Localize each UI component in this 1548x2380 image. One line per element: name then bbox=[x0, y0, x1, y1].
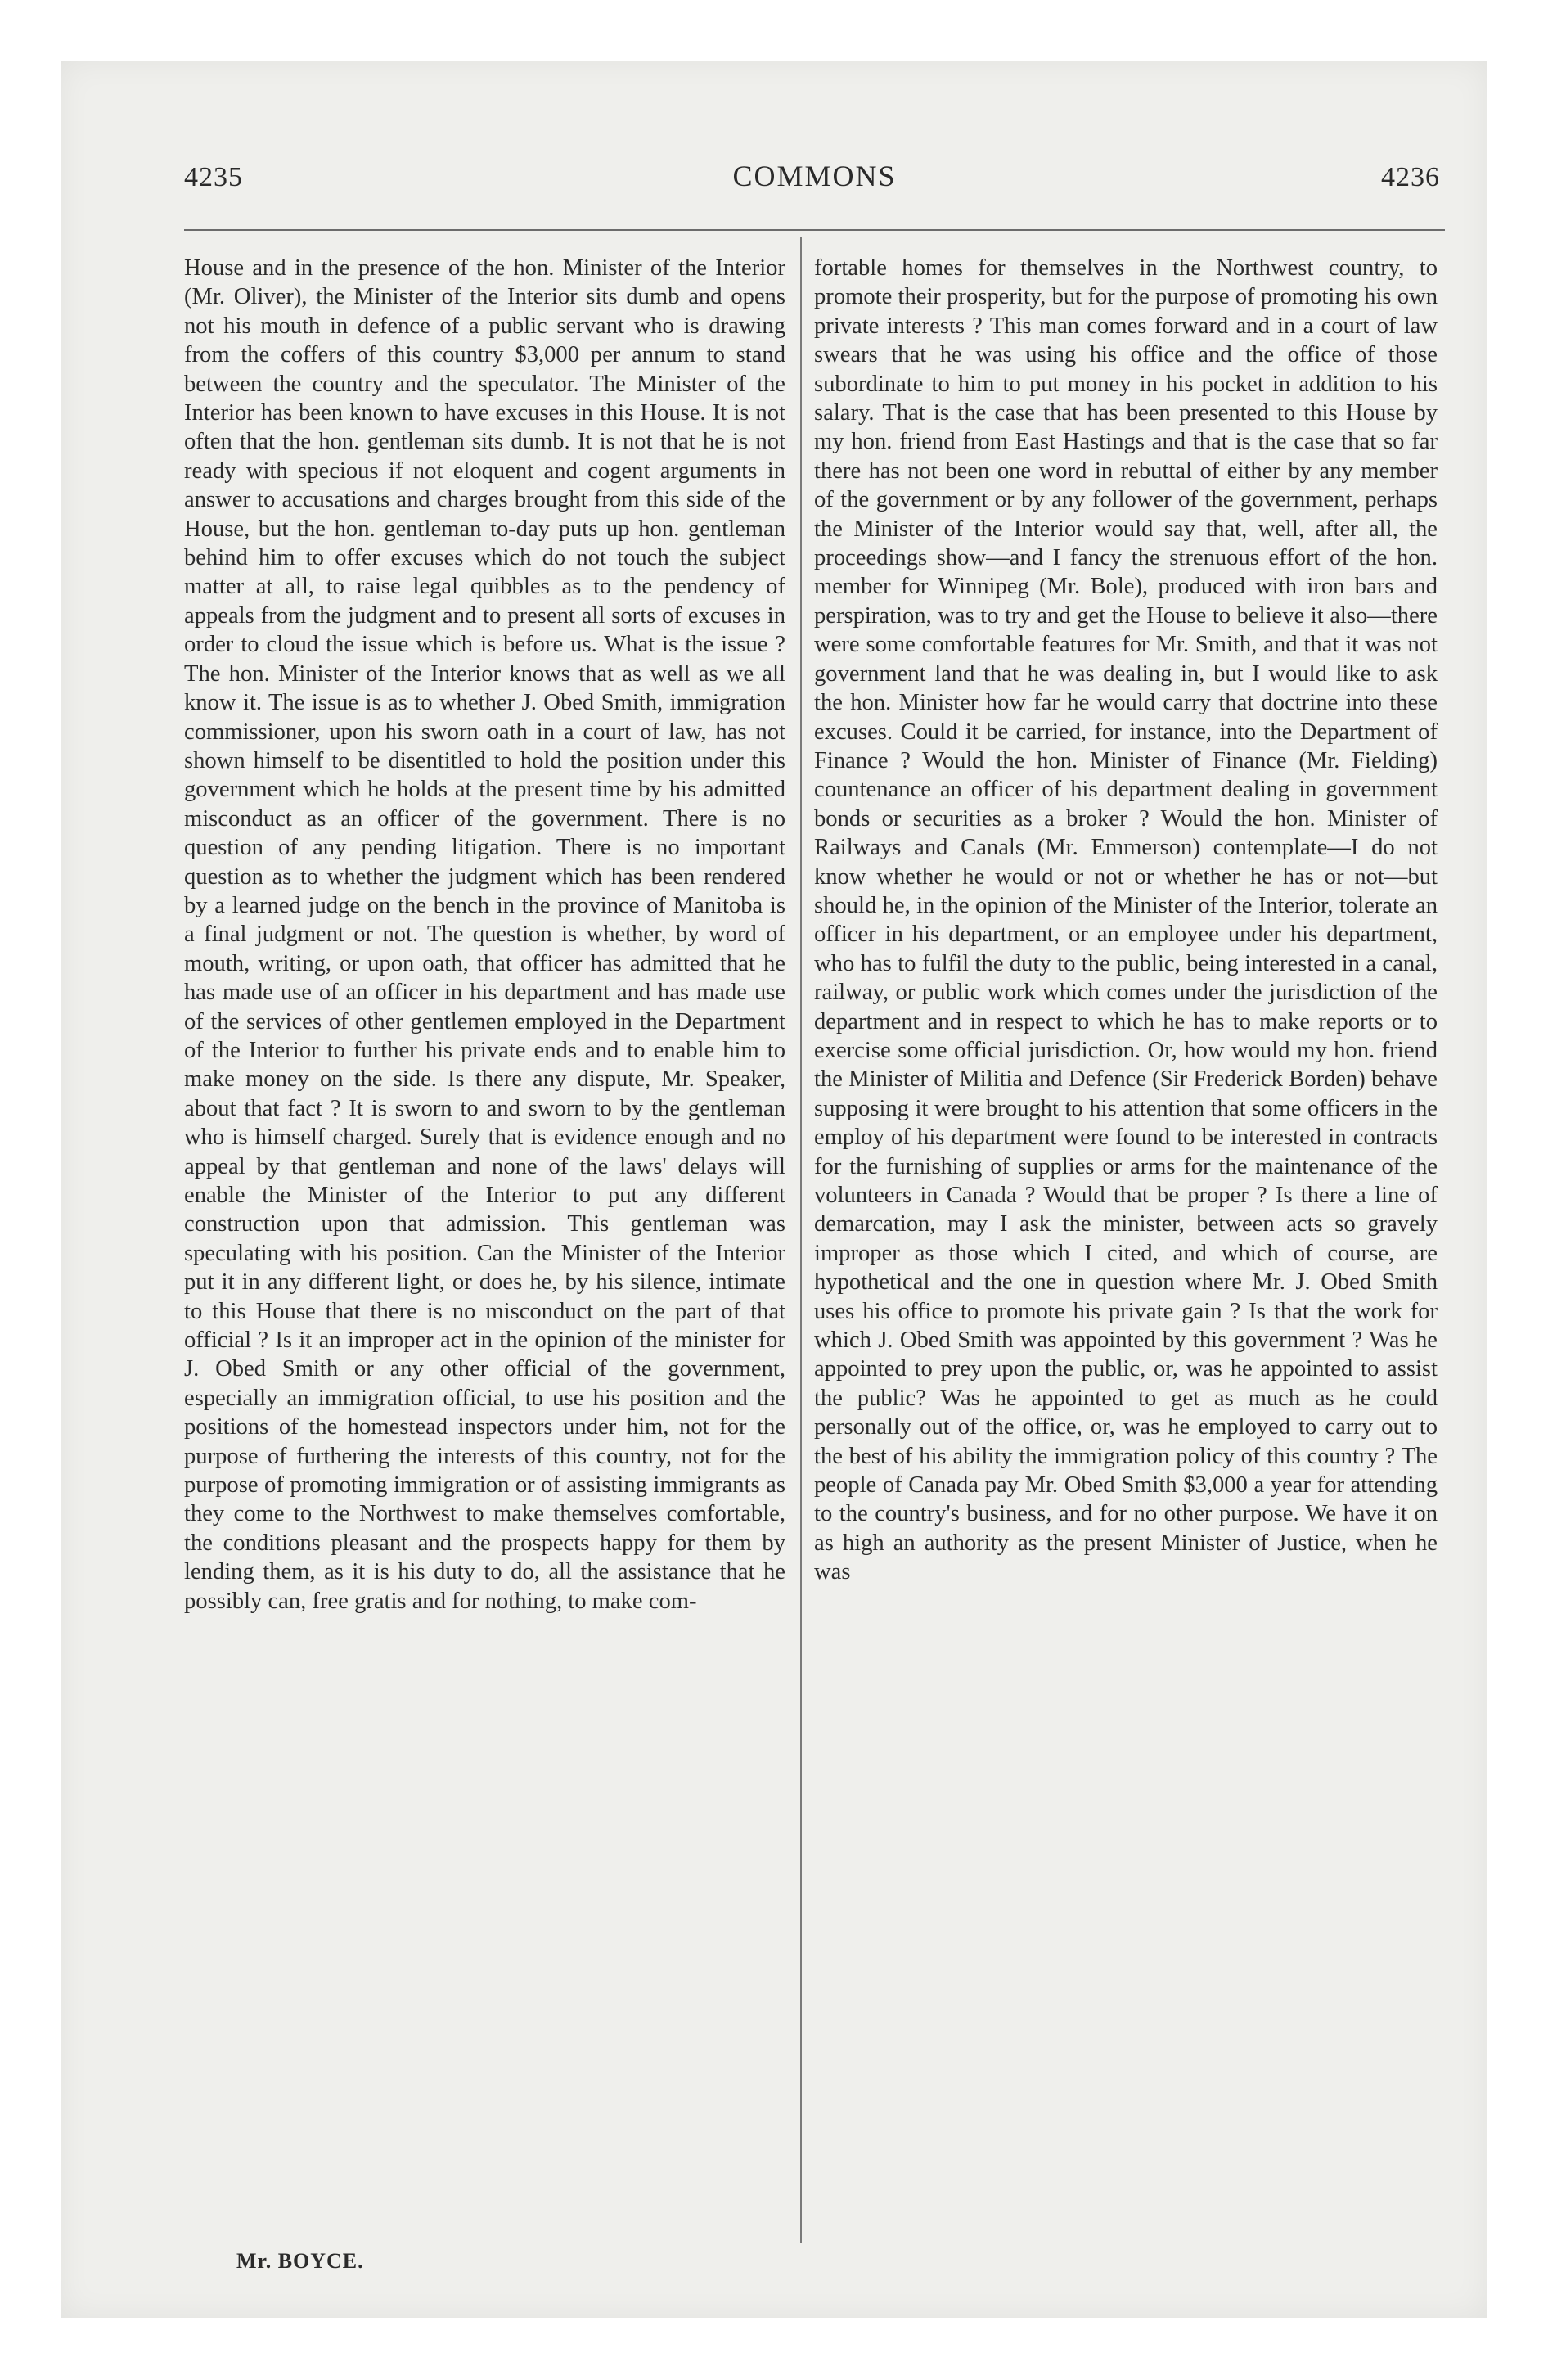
page-header bbox=[184, 147, 1445, 213]
text-column-right bbox=[814, 254, 1438, 1587]
left-column-text: House and in the presence of the hon. Minister of the Interior (Mr. Oliver), the Minister of the Interior sits dumb and opens not his mouth in defence of a public servant who is drawing from the coffers of this country $3,000 per annum to stand between the country and the speculator. The Minister of the Interior has been known to have excuses in this House. It is not often that the hon. gentleman sits dumb. It is not that he is not ready with specious if not eloquent and cogent arguments in answer to accusations and charges brought from this side of the House, but the hon. gentleman to-day puts up hon. gentleman behind him to offer excuses which do not touch the subject matter at all, to raise legal quibbles as to the pendency of appeals from the judgment and to present all sorts of excuses in order to cloud the issue which is before us. What is the issue ? The hon. Minister of the Interior knows that as well as we all know it. The issue is as to whether J. Obed Smith, immigration commissioner, upon his sworn oath in a court of law, has not shown himself to be disentitled to hold the position under this government which he holds at the present time by his admitted misconduct as an officer of the government. There is no question of any pending litigation. There is no important question as to whether the judgment which has been rendered by a learned judge on the bench in the province of Manitoba is a final judgment or not. The question is whether, by word of mouth, writing, or upon oath, that officer has admitted that he has made use of an officer in his department and has made use of the services of other gentlemen employed in the Department of the Interior to further his private ends and to enable him to make money on the side. Is there any dispute, Mr. Speaker, about that fact ? It is sworn to and sworn to by the gentleman who is himself charged. Surely that is evidence enough and no appeal by that gentleman and none of the laws' delays will enable the Minister of the Interior to put any different construction upon that admission. This gentleman was speculating with his position. Can the Minister of the Interior put it in any different light, or does he, by his silence, intimate to this House that there is no misconduct on the part of that official ? Is it an improper act in the opinion of the minister for J. Obed Smith or any other official of the government, especially an immigration official, to use his position and the positions of the homestead inspectors under him, not for the purpose of furthering the interests of this country, not for the purpose of promoting immigration or of assisting immigrants as they come to the Northwest to make themselves comfortable, the conditions pleasant and the prospects happy for them by lending them, as it is his duty to do, all the assistance that he possibly can, free gratis and for nothing, to make com- bbox=[184, 255, 785, 1614]
right-column-text: fortable homes for themselves in the Northwest country, to promote their prosperity, but for the purpose of promoting his own private interests ? This man comes forward and in a court of law swears that he was using his office and the office of those subordinate to him to put money in his pocket in addition to his salary. That is the case that has been presented to this House by my hon. friend from East Hastings and that is the case that so far there has not been one word in rebuttal of either by any member of the government or by any follower of the government, perhaps the Minister of the Interior would say that, well, after all, the proceedings show—and I fancy the strenuous effort of the hon. member for Winnipeg (Mr. Bole), produced with iron bars and perspiration, was to try and get the House to believe it also—there were some comfortable features for Mr. Smith, and that it was not government land that he was dealing in, but I would like to ask the hon. Minister how far he would carry that doctrine into these excuses. Could it be carried, for instance, into the Department of Finance ? Would the hon. Minister of Finance (Mr. Fielding) countenance an officer of his department dealing in government bonds or securities as a broker ? Would the hon. Minister of Railways and Canals (Mr. Emmerson) contemplate—I do not know whether he would or not or whether he has or not—but should he, in the opinion of the Minister of the Interior, tolerate an officer in his department, or an employee under his department, who has to fulfil the duty to the public, being interested in a canal, railway, or public work which comes under the jurisdiction of the department and in respect to which he has to make reports or to exercise some official jurisdiction. Or, how would my hon. friend the Minister of Militia and Defence (Sir Frederick Borden) behave supposing it were brought to his attention that some officers in the employ of his department were found to be interested in contracts for the furnishing of supplies or arms for the maintenance of the volunteers in Canada ? Would that be proper ? Is there a line of demarcation, may I ask the minister, between acts so gravely improper as those which I cited, and which of course, are hypothetical and the one in question where Mr. J. Obed Smith uses his office to promote his private gain ? Is that the work for which J. Obed Smith was appointed by this government ? Was he appointed to prey upon the public, or, was he appointed to assist the public? Was he appointed to get as much as he could personally out of the office, or, was he employed to carry out to the best of his ability the immigration policy of this country ? The people of Canada pay Mr. Obed Smith $3,000 a year for attending to the country's business, and for no other purpose. We have it on as high an authority as the present Minister of Justice, when he was bbox=[814, 255, 1438, 1585]
text-column-left bbox=[184, 254, 785, 1616]
page-number-right: 4236 bbox=[1381, 162, 1440, 192]
header-rule bbox=[184, 229, 1445, 231]
speaker-footer: Mr. BOYCE. bbox=[236, 2249, 364, 2273]
running-head: COMMONS bbox=[732, 160, 897, 192]
hansard-page bbox=[184, 147, 1445, 2273]
page-number-left: 4235 bbox=[184, 162, 243, 192]
column-divider bbox=[800, 237, 802, 2243]
